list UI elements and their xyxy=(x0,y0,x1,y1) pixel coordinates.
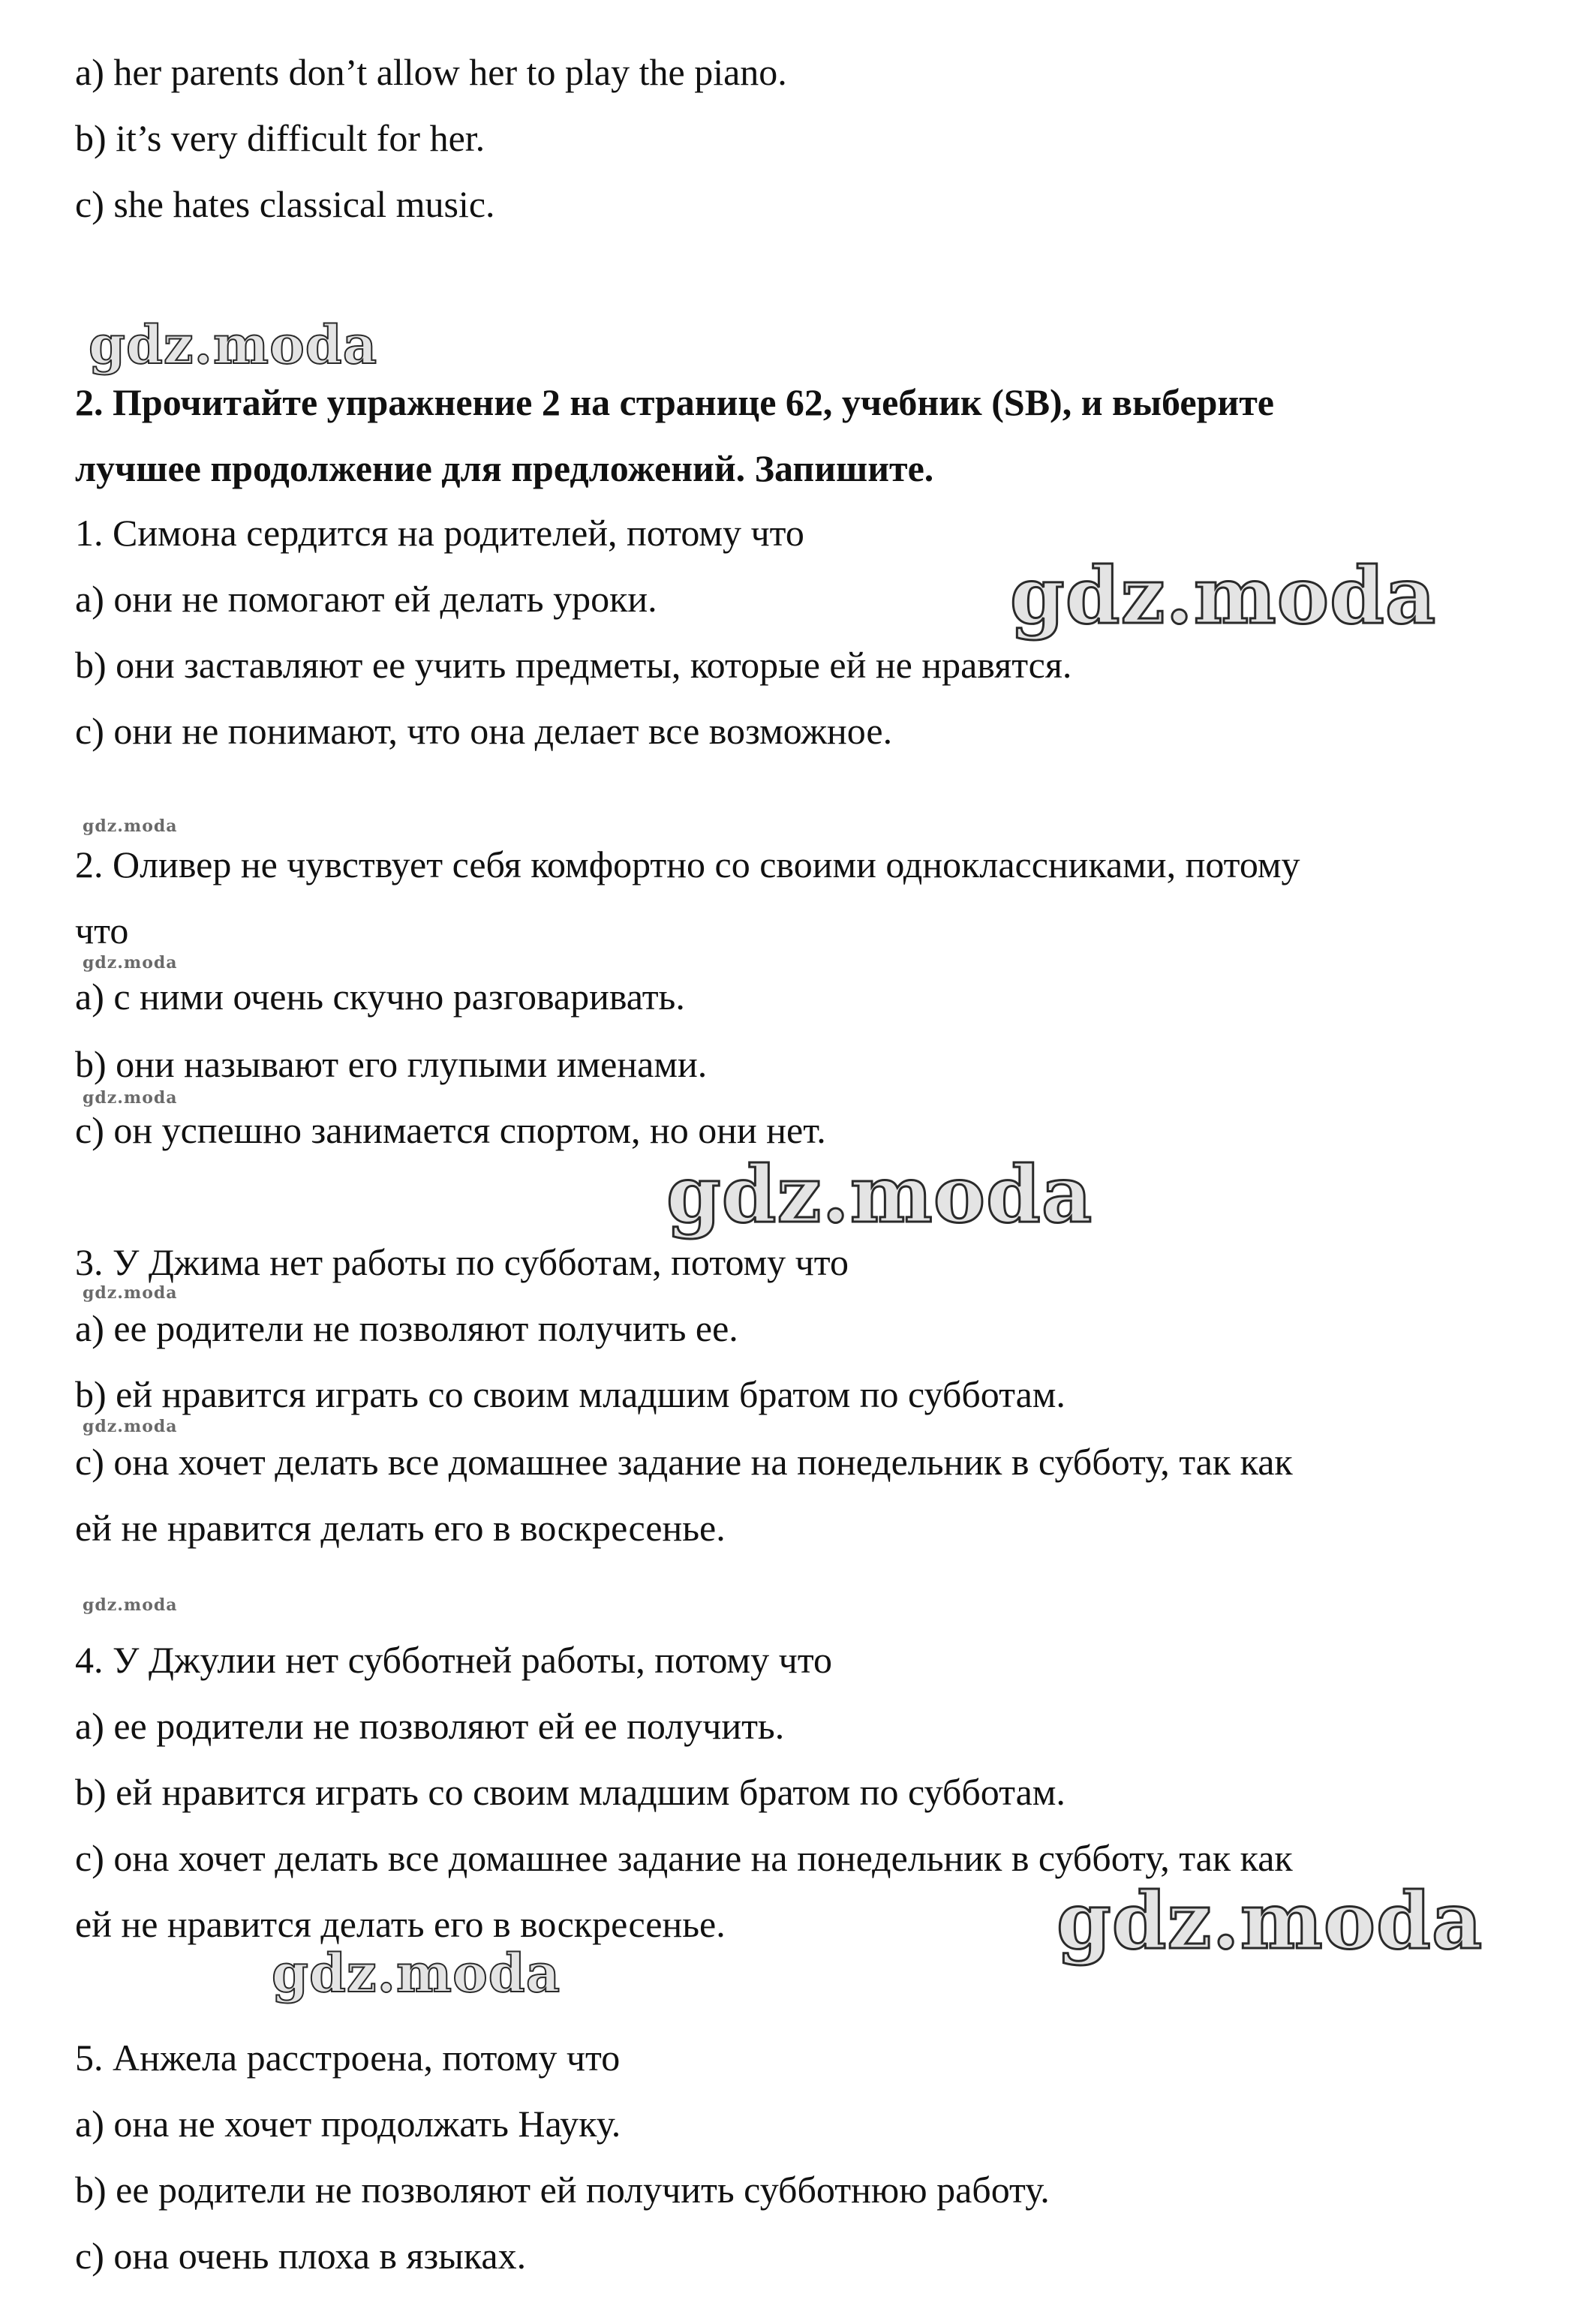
watermark-logo: gdz.moda xyxy=(83,1595,178,1615)
prev-option-a: a) her parents don’t allow her to play the piano. xyxy=(75,51,787,93)
option-b: b) ее родители не позволяют ей получить субботнюю работу. xyxy=(75,2169,1050,2211)
watermark-logo: gdz.moda xyxy=(89,314,378,376)
option-c: c) она очень плоха в языках. xyxy=(75,2235,527,2277)
option-c: c) она хочет делать все домашнее задание на понедельник в субботу, так как xyxy=(75,1441,1293,1483)
option-a: a) они не помогают ей делать уроки. xyxy=(75,578,657,620)
question-stem-continued: что xyxy=(75,909,129,952)
watermark-logo: gdz.moda xyxy=(83,953,178,973)
watermark-logo: gdz.moda xyxy=(83,1088,178,1108)
task-heading: 2. Прочитайте упражнение 2 на странице 62, учебник (SB), и выберите xyxy=(75,381,1274,423)
option-b: b) они заставляют ее учить предметы, которые ей не нравятся. xyxy=(75,644,1072,686)
option-b: b) они называют его глупыми именами. xyxy=(75,1043,708,1085)
watermark-logo: gdz.moda xyxy=(1010,549,1437,642)
option-b: b) ей нравится играть со своим младшим братом по субботам. xyxy=(75,1771,1066,1813)
question-stem: 4. У Джулии нет субботней работы, потому что xyxy=(75,1639,833,1681)
option-c-continued: ей не нравится делать его в воскресенье. xyxy=(75,1507,726,1549)
prev-option-b: b) it’s very difficult for her. xyxy=(75,117,485,159)
option-a: a) ее родители не позволяют ей ее получить. xyxy=(75,1705,785,1747)
watermark-logo: gdz.moda xyxy=(272,1942,561,2004)
option-a: a) ее родители не позволяют получить ее. xyxy=(75,1307,738,1349)
question-stem: 5. Анжела расстроена, потому что xyxy=(75,2037,621,2079)
option-a: a) она не хочет продолжать Науку. xyxy=(75,2103,621,2145)
watermark-logo: gdz.moda xyxy=(83,1283,178,1303)
prev-option-c: c) she hates classical music. xyxy=(75,183,495,225)
watermark-logo: gdz.moda xyxy=(1057,1875,1483,1967)
question-stem: 3. У Джима нет работы по субботам, потому что xyxy=(75,1241,849,1283)
question-stem: 2. Оливер не чувствует себя комфортно со своими одноклассниками, потому xyxy=(75,843,1300,885)
watermark-logo: gdz.moda xyxy=(83,816,178,836)
option-c: c) она хочет делать все домашнее задание на понедельник в субботу, так как xyxy=(75,1837,1293,1879)
option-c: c) он успешно занимается спортом, но они нет. xyxy=(75,1109,826,1151)
watermark-logo: gdz.moda xyxy=(83,1417,178,1436)
option-b: b) ей нравится играть со своим младшим братом по субботам. xyxy=(75,1373,1066,1415)
task-heading: лучшее продолжение для предложений. Запишите. xyxy=(75,447,934,489)
question-stem: 1. Симона сердится на родителей, потому что xyxy=(75,512,804,554)
option-c-continued: ей не нравится делать его в воскресенье. xyxy=(75,1903,726,1945)
watermark-logo: gdz.moda xyxy=(666,1148,1093,1240)
option-c: c) они не понимают, что она делает все возможное. xyxy=(75,710,893,752)
option-a: a) с ними очень скучно разговаривать. xyxy=(75,976,685,1018)
